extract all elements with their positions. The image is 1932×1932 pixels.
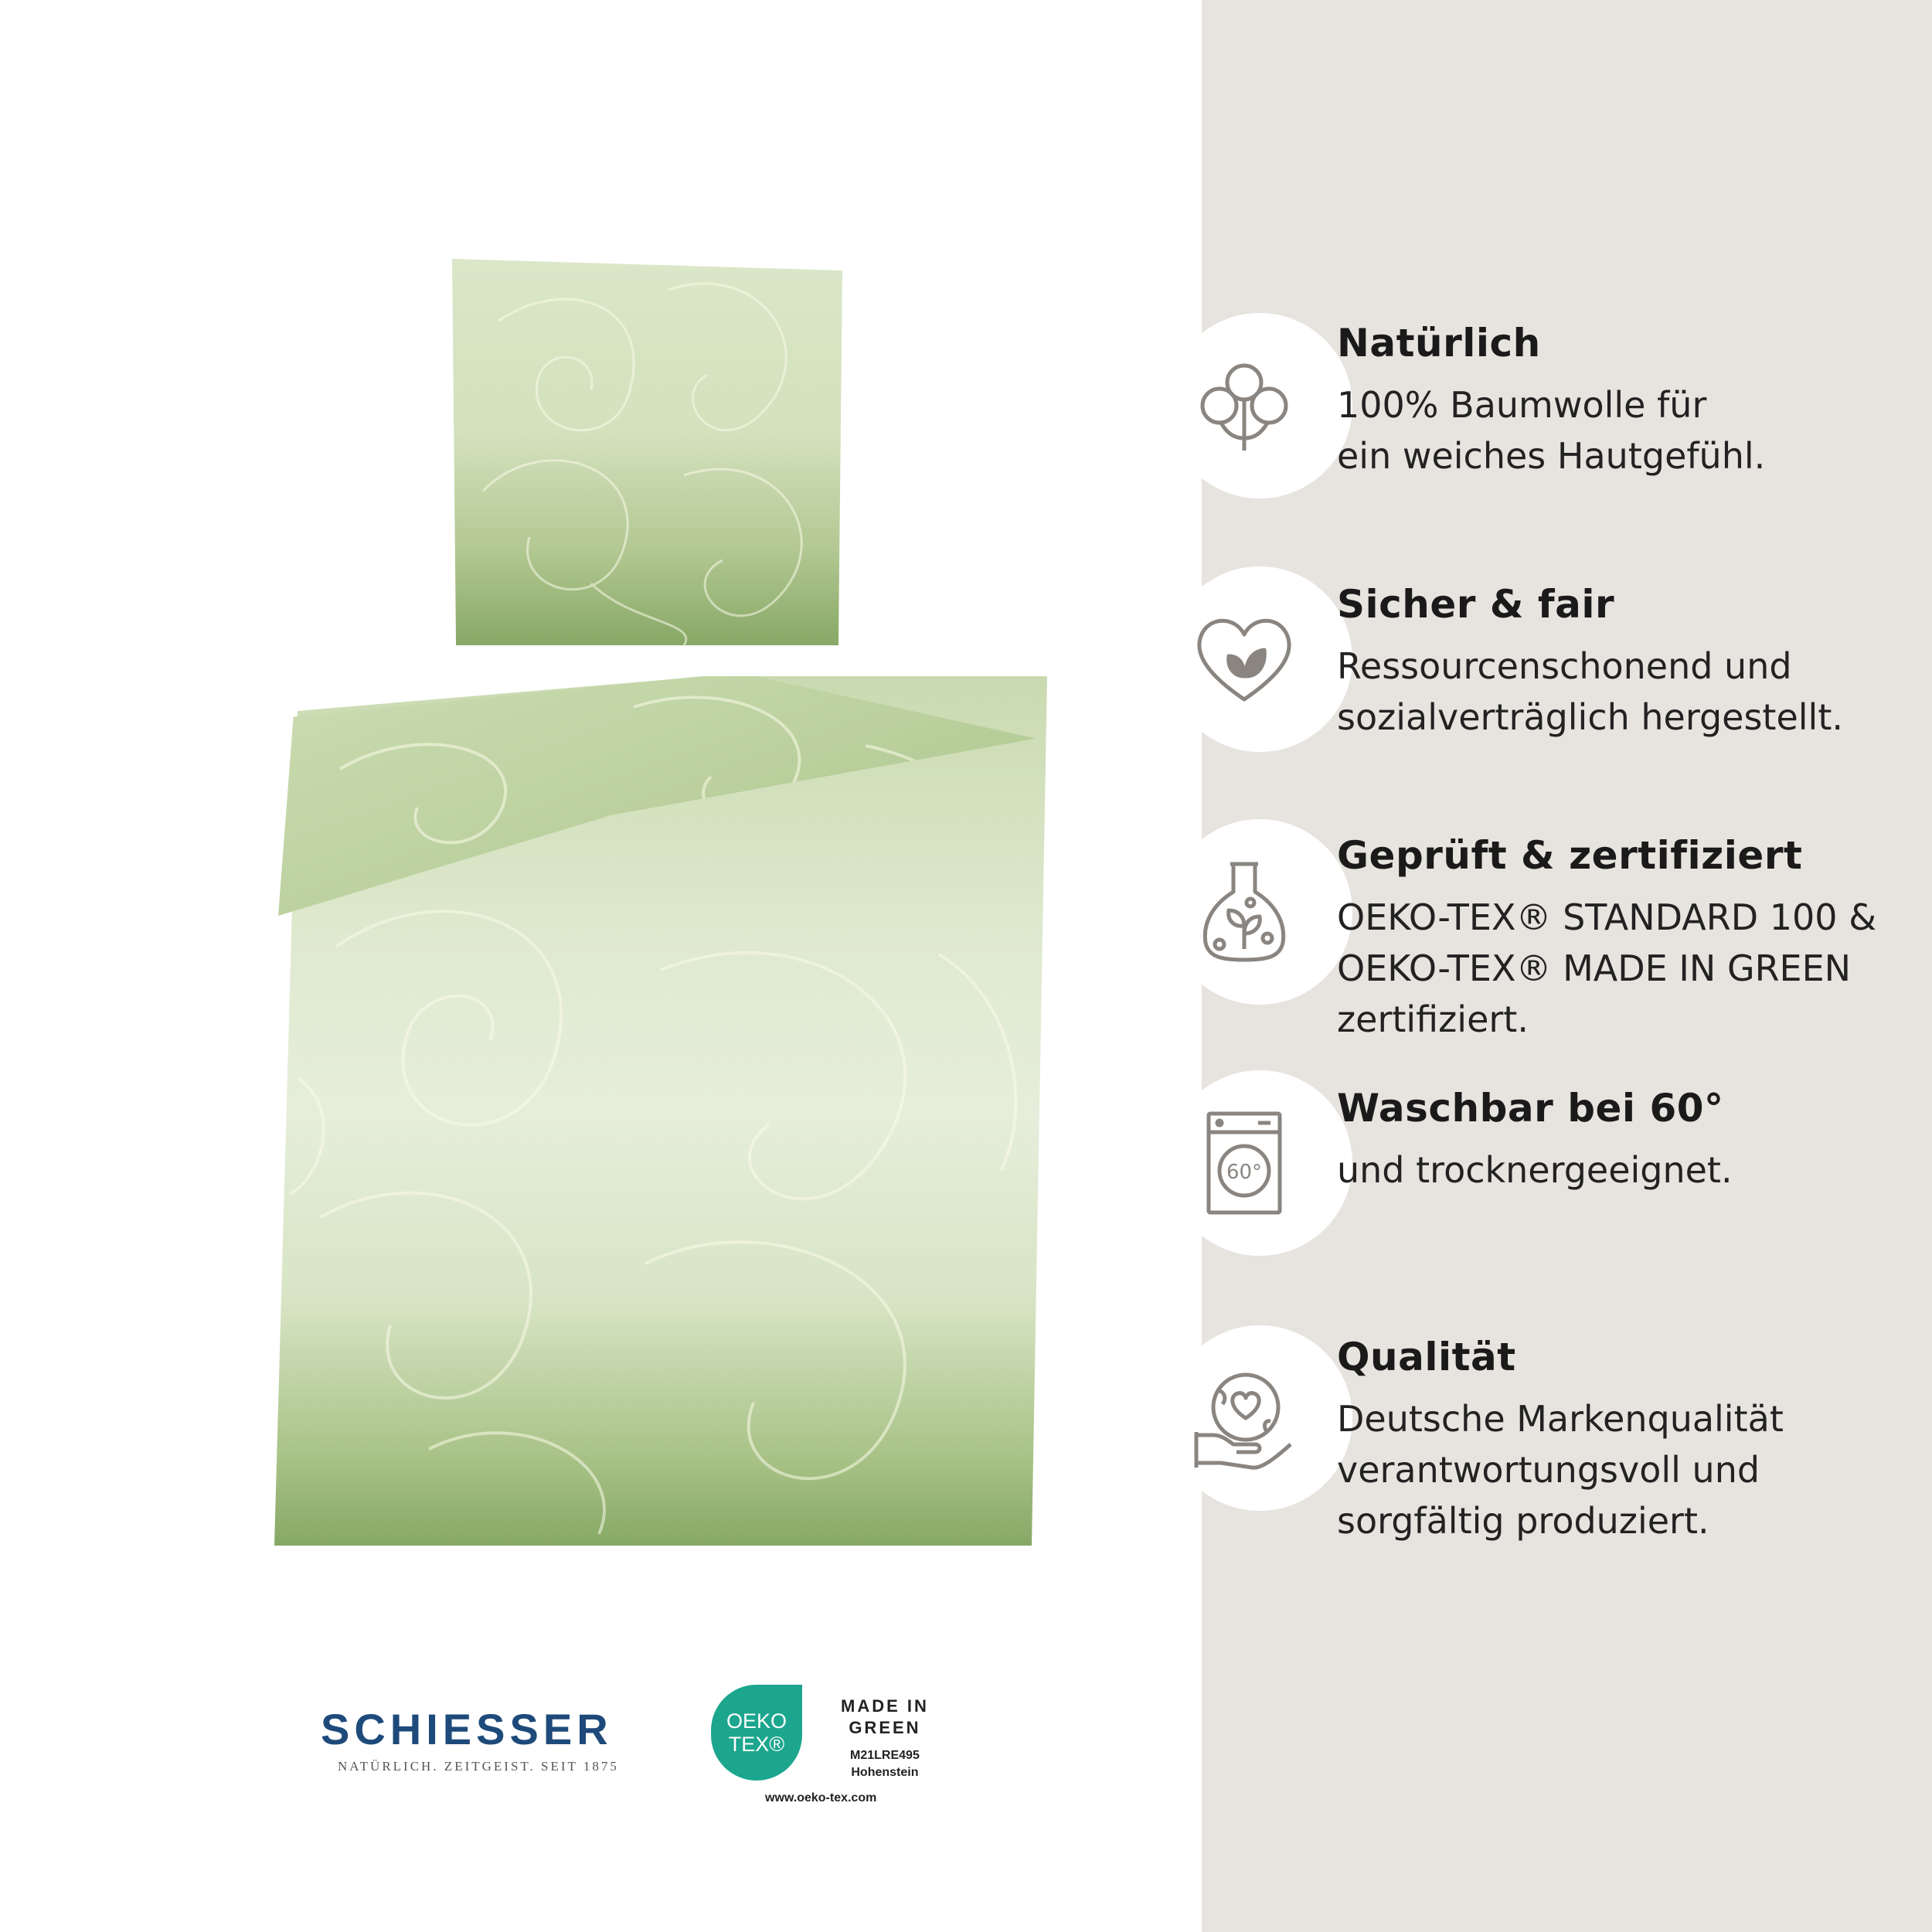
washing-machine-icon [1190, 1109, 1298, 1217]
brand-name: SCHIESSER [321, 1705, 613, 1753]
feature-title: Geprüft & zertifiziert [1337, 833, 1803, 878]
made-in-line1: MADE IN [841, 1696, 929, 1716]
feature-line: verantwortungsvoll und [1337, 1449, 1760, 1491]
brand-tagline: NATÜRLICH. ZEITGEIST. SEIT 1875 [338, 1759, 619, 1774]
feature-line: sozialverträglich hergestellt. [1337, 696, 1843, 738]
feature-line: zertifiziert. [1337, 998, 1529, 1040]
hand-globe-heart-icon [1190, 1364, 1298, 1472]
oeko-tex-logo [711, 1685, 958, 1808]
feature-line: OEKO-TEX® MADE IN GREEN [1337, 947, 1852, 989]
flask-leaf-icon [1190, 858, 1298, 966]
cotton-icon [1190, 352, 1298, 460]
oeko-code: M21LRE495 [850, 1749, 920, 1762]
feature-line: 100% Baumwolle für [1337, 384, 1707, 426]
made-in-line2: GREEN [849, 1718, 921, 1737]
feature-line: und trocknergeeignet. [1337, 1149, 1733, 1191]
oeko-logo-line2: TEX® [728, 1733, 785, 1756]
schiesser-logo [321, 1704, 619, 1774]
oeko-logo-line1: OEKO [726, 1709, 787, 1733]
oeko-tex-leaf-icon [711, 1685, 802, 1781]
feature-line: Deutsche Markenqualität [1337, 1398, 1784, 1440]
feature-title: Sicher & fair [1337, 582, 1615, 627]
heart-leaf-icon [1190, 605, 1298, 713]
oeko-institute: Hohenstein [851, 1766, 919, 1779]
oeko-url: www.oeko-tex.com [765, 1791, 877, 1804]
feature-title: Natürlich [1337, 321, 1541, 366]
feature-title: Qualität [1337, 1335, 1516, 1379]
feature-line: ein weiches Hautgefühl. [1337, 435, 1766, 477]
feature-line: OEKO-TEX® STANDARD 100 & [1337, 896, 1877, 938]
oeko-label [841, 1696, 929, 1781]
pillow-image [452, 259, 842, 645]
feature-title: Waschbar bei 60° [1337, 1086, 1724, 1131]
feature-line: sorgfältig produziert. [1337, 1500, 1709, 1542]
feature-line: Ressourcenschonend und [1337, 645, 1792, 687]
features-panel [1202, 0, 1932, 1932]
wash-temp-label: 60° [1226, 1161, 1263, 1184]
